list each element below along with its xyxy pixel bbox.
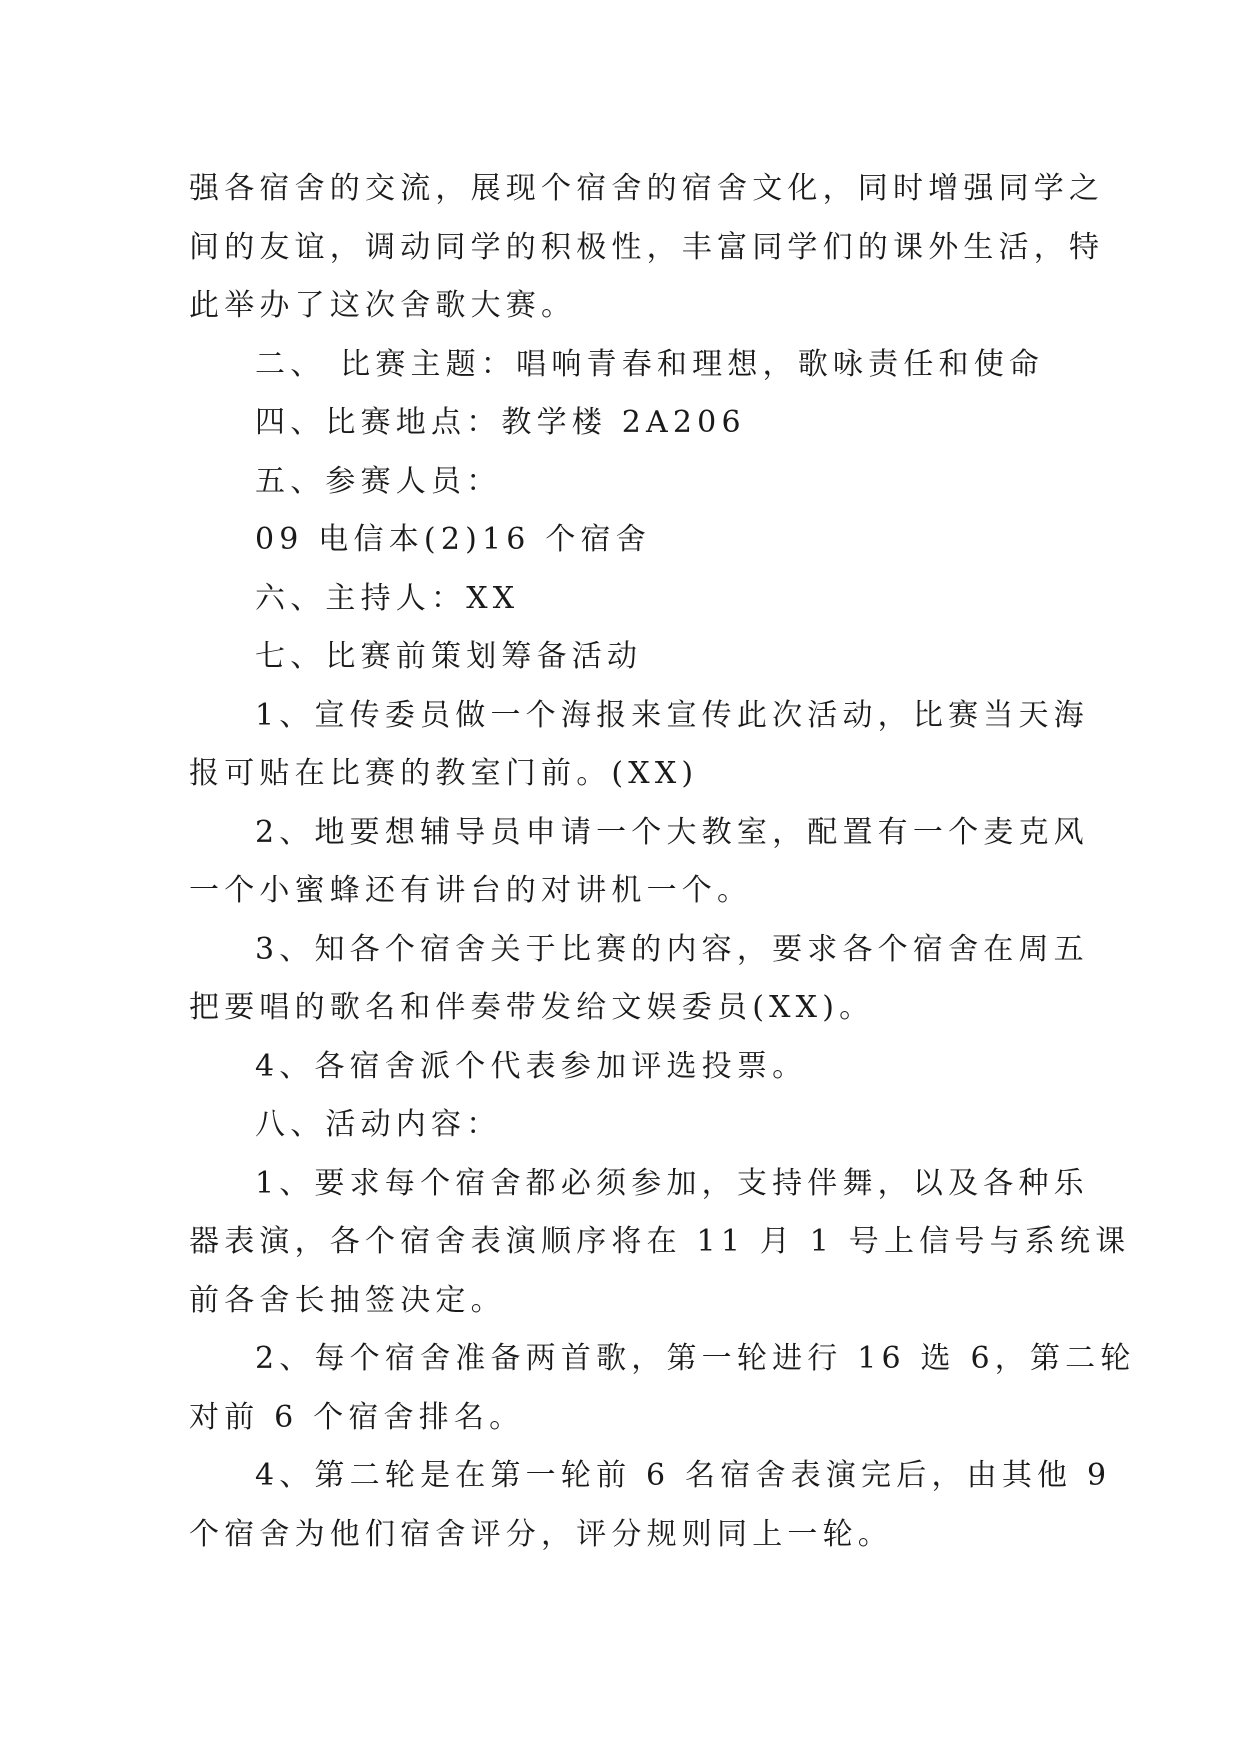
list-item: 1、要求每个宿舍都必须参加，支持伴舞，以及各种乐 bbox=[255, 1165, 1089, 1201]
list-item: 2、每个宿舍准备两首歌，第一轮进行 16 选 6，第二轮 bbox=[255, 1341, 1136, 1376]
list-item: 2、地要想辅导员申请一个大教室，配置有一个麦克风 bbox=[255, 814, 1089, 850]
text-line: 间的友谊，调动同学的积极性，丰富同学们的课外生活，特 bbox=[189, 229, 1105, 265]
text-line: 前各舍长抽签决定。 bbox=[189, 1282, 506, 1318]
text-line: 个宿舍为他们宿舍评分，评分规则同上一轮。 bbox=[189, 1516, 893, 1552]
section-heading-preparation: 七、比赛前策划筹备活动 bbox=[255, 639, 643, 674]
document-body bbox=[189, 160, 1136, 1564]
text-line: 器表演，各个宿舍表演顺序将在 11 月 1 号上信号与系统课 bbox=[189, 1224, 1131, 1259]
text-line: 把要唱的歌名和伴奏带发给文娱委员(XX)。 bbox=[189, 990, 875, 1025]
text-line: 此举办了这次舍歌大赛。 bbox=[189, 288, 577, 323]
list-item: 1、宣传委员做一个海报来宣传此次活动，比赛当天海 bbox=[255, 697, 1089, 733]
section-heading-host: 六、主持人：XX bbox=[255, 580, 520, 616]
section-heading-venue: 四、比赛地点：教学楼 2A206 bbox=[255, 405, 746, 440]
text-line: 报可贴在比赛的教室门前。(XX) bbox=[189, 756, 699, 791]
section-heading-participants: 五、参赛人员： bbox=[255, 463, 502, 499]
text-line: 强各宿舍的交流，展现个宿舍的宿舍文化，同时增强同学之 bbox=[189, 171, 1105, 206]
section-heading-theme: 二、 比赛主题：唱响青春和理想，歌咏责任和使命 bbox=[255, 346, 1045, 382]
list-item: 4、第二轮是在第一轮前 6 名宿舍表演完后，由其他 9 bbox=[255, 1458, 1112, 1493]
text-line: 一个小蜜蜂还有讲台的对讲机一个。 bbox=[189, 873, 753, 908]
text-line: 对前 6 个宿舍排名。 bbox=[189, 1399, 525, 1435]
text-line: 09 电信本(2)16 个宿舍 bbox=[255, 522, 651, 557]
list-item: 3、知各个宿舍关于比赛的内容，要求各个宿舍在周五 bbox=[255, 931, 1089, 967]
section-heading-content: 八、活动内容： bbox=[255, 1107, 502, 1142]
list-item: 4、各宿舍派个代表参加评选投票。 bbox=[255, 1048, 808, 1084]
